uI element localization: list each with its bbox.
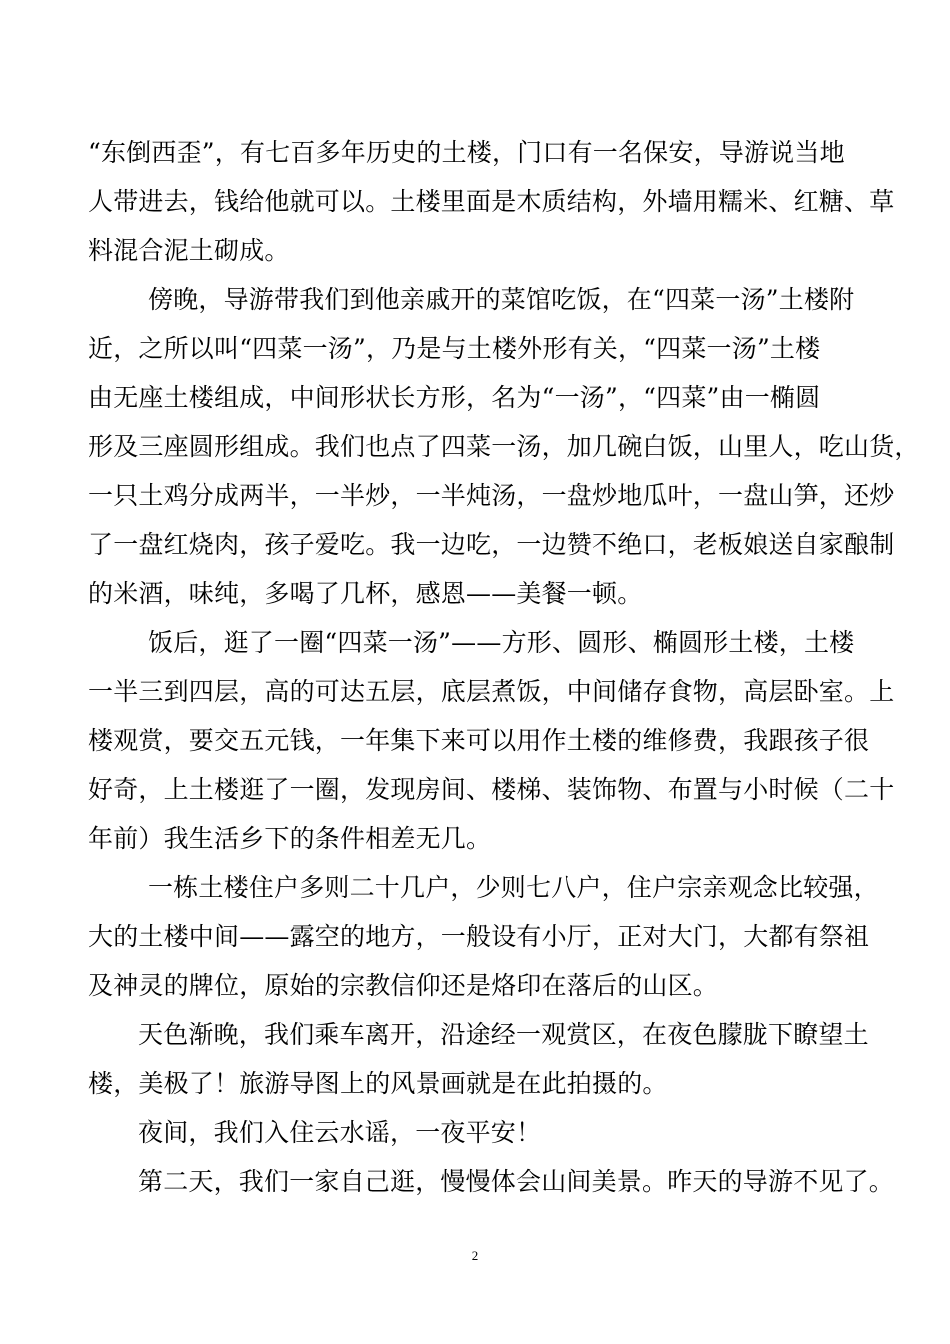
text-line: 形及三座圆形组成。我们也点了四菜一汤，加几碗白饭，山里人，吃山货， — [88, 432, 920, 461]
text-line: 楼观赏，要交五元钱，一年集下来可以用作土楼的维修费，我跟孩子很 — [88, 726, 870, 755]
page-number: 2 — [471, 1248, 479, 1263]
text-line: 好奇，上土楼逛了一圈，发现房间、楼梯、装饰物、布置与小时候（二十 — [88, 775, 895, 804]
paragraph-2 — [88, 275, 920, 618]
paragraph-5 — [88, 1010, 878, 1108]
text-line: 一只土鸡分成两半，一半炒，一半炖汤，一盘炒地瓜叶，一盘山笋，还炒 — [88, 481, 895, 510]
text-line: 及神灵的牌位，原始的宗教信仰还是烙印在落后的山区。 — [88, 971, 719, 1000]
text-line: 饭后，逛了一圈“四菜一汤”——方形、圆形、椭圆形土楼，土楼 — [148, 628, 855, 657]
text-line: 第二天，我们一家自己逛，慢慢体会山间美景。昨天的导游不见了。 — [138, 1167, 895, 1196]
paragraph-3 — [88, 618, 895, 863]
paragraph-7 — [88, 1157, 895, 1206]
text-line: 料混合泥土砌成。 — [88, 236, 290, 265]
text-line: 人带进去，钱给他就可以。土楼里面是木质结构，外墙用糯米、红糖、草 — [88, 187, 895, 216]
text-line: 夜间，我们入住云水谣，一夜平安！ — [138, 1118, 542, 1147]
paragraph-4 — [88, 863, 878, 1010]
text-line: 大的土楼中间——露空的地方，一般设有小厅，正对大门，大都有祭祖 — [88, 922, 870, 951]
paragraph-6 — [88, 1108, 878, 1157]
text-line: 年前）我生活乡下的条件相差无几。 — [88, 824, 492, 853]
text-line: 的米酒，味纯，多喝了几杯，感恩——美餐一顿。 — [88, 579, 643, 608]
text-line: 天色渐晚，我们乘车离开，沿途经一观赏区，在夜色朦胧下瞭望土 — [138, 1020, 869, 1049]
text-line: 一栋土楼住户多则二十几户，少则七八户，住户宗亲观念比较强， — [148, 873, 879, 902]
text-line: “东倒西歪”，有七百多年历史的土楼，门口有一名保安，导游说当地 — [88, 138, 845, 167]
text-line: 一半三到四层，高的可达五层，底层煮饭，中间储存食物，高层卧室。上 — [88, 677, 895, 706]
document-body — [88, 128, 920, 1206]
text-line: 楼，美极了！旅游导图上的风景画就是在此拍摄的。 — [88, 1069, 668, 1098]
text-line: 了一盘红烧肉，孩子爱吃。我一边吃，一边赞不绝口，老板娘送自家酿制 — [88, 530, 895, 559]
text-line: 近，之所以叫“四菜一汤”，乃是与土楼外形有关，“四菜一汤”土楼 — [88, 334, 821, 363]
text-line: 由无座土楼组成，中间形状长方形，名为“一汤”，“四菜”由一椭圆 — [88, 383, 821, 412]
text-line: 傍晚，导游带我们到他亲戚开的菜馆吃饭，在“四菜一汤”土楼附 — [148, 285, 855, 314]
paragraph-1 — [88, 128, 895, 275]
